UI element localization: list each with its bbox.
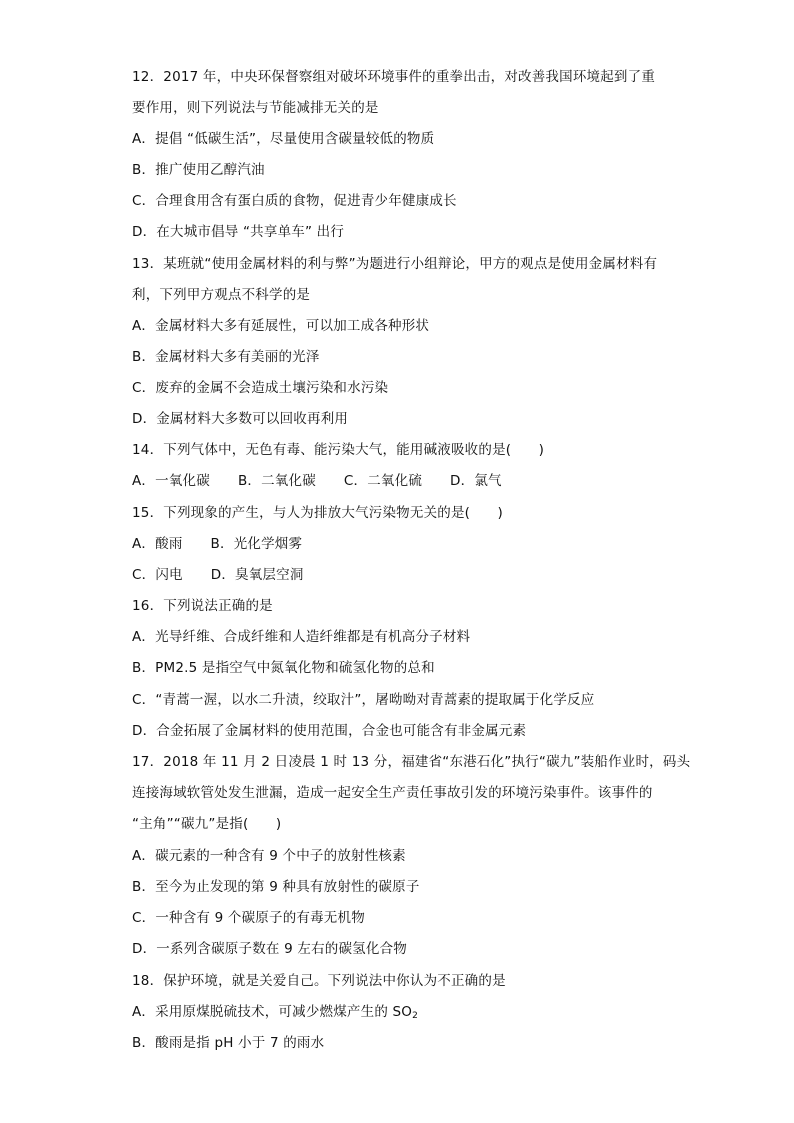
q12-stem-line1: 12．2017 年，中央环保督察组对破坏环境事件的重拳出击，对改善我国环境起到了重: [132, 69, 656, 85]
q14-stem: 14．下列气体中，无色有毒、能污染大气，能用碱液吸收的是( ): [132, 442, 545, 458]
q16-option-b: B．PM2.5 是指空气中氮氧化物和硫氢化物的总和: [132, 660, 435, 676]
q16-option-d: D．合金拓展了金属材料的使用范围，合金也可能含有非金属元素: [132, 723, 527, 739]
q18-option-a-text: A．采用原煤脱硫技术，可减少燃煤产生的 SO: [132, 1004, 413, 1020]
q13-stem-line1: 13．某班就“使用金属材料的利与弊”为题进行小组辩论，甲方的观点是使用金属材料有: [132, 256, 658, 272]
q12-stem-line2: 要作用，则下列说法与节能减排无关的是: [132, 100, 379, 116]
q18-option-b: B．酸雨是指 pH 小于 7 的雨水: [132, 1035, 325, 1051]
q18-option-a-subscript: 2: [412, 1011, 419, 1021]
q16-option-c: C．“青蒿一渥，以水二升渍，绞取汁”，屠呦呦对青蒿素的提取属于化学反应: [132, 692, 595, 708]
q16-stem: 16．下列说法正确的是: [132, 598, 273, 614]
q18-stem: 18．保护环境，就是关爱自己。下列说法中你认为不正确的是: [132, 973, 506, 989]
q12-option-d: D．在大城市倡导 “共享单车” 出行: [132, 224, 345, 240]
q17-option-b: B．至今为止发现的第 9 种具有放射性的碳原子: [132, 879, 420, 895]
q14-option-b: B．二氧化碳: [237, 473, 316, 489]
q13-option-c: C．废弃的金属不会造成土壤污染和水污染: [132, 380, 389, 396]
q12-option-c: C．合理食用含有蛋白质的食物，促进青少年健康成长: [132, 193, 457, 209]
q15-options-row2: [132, 565, 332, 585]
q15-option-c: C．闪电: [132, 567, 183, 583]
q15-options-row1: [132, 534, 330, 554]
q16-option-a: A．光导纤维、合成纤维和人造纤维都是有机高分子材料: [132, 629, 471, 645]
q17-option-d: D．一系列含碳原子数在 9 左右的碳氢化合物: [132, 941, 407, 957]
q18-option-a: [132, 1002, 418, 1026]
q12-option-b: B．推广使用乙醇汽油: [132, 162, 265, 178]
q14-option-a: A．一氧化碳: [132, 473, 210, 489]
q15-stem: 15．下列现象的产生，与人为排放大气污染物无关的是( ): [132, 505, 504, 521]
q17-option-a: A．碳元素的一种含有 9 个中子的放射性核素: [132, 848, 406, 864]
q12-option-a: A．提倡 “低碳生活”，尽量使用含碳量较低的物质: [132, 131, 435, 147]
q13-option-b: B．金属材料大多有美丽的光泽: [132, 349, 320, 365]
q17-stem-line3: “主角”“碳九”是指( ): [132, 816, 282, 832]
q14-option-d: D．氯气: [450, 473, 502, 489]
q14-option-c: C．二氧化硫: [343, 473, 423, 489]
q17-stem-line2: 连接海域软管处发生泄漏，造成一起安全生产责任事故引发的环境污染事件。该事件的: [132, 785, 653, 801]
q15-option-d: D．臭氧层空洞: [210, 567, 304, 583]
q13-stem-line2: 利，下列甲方观点不科学的是: [132, 287, 311, 303]
q13-option-a: A．金属材料大多有延展性，可以加工成各种形状: [132, 318, 430, 334]
q15-option-b: B．光化学烟雾: [210, 536, 303, 552]
q13-option-d: D．金属材料大多数可以回收再利用: [132, 411, 349, 427]
q15-option-a: A．酸雨: [132, 536, 183, 552]
q14-options-row: [132, 471, 530, 491]
q17-option-c: C．一种含有 9 个碳原子的有毒无机物: [132, 910, 365, 926]
q17-stem-line1: 17．2018 年 11 月 2 日凌晨 1 时 13 分，福建省“东港石化”执行“碳九”装船作业时，码头: [132, 754, 691, 770]
